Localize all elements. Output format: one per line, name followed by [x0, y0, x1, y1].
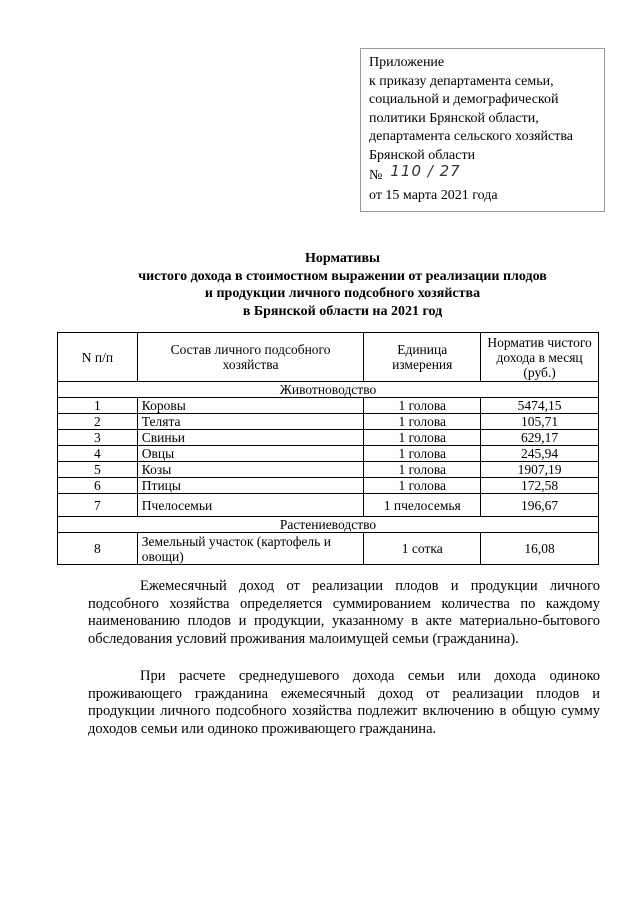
cell-value: 196,67: [481, 494, 599, 517]
cell-name: Земельный участок (картофель и овощи): [137, 533, 364, 565]
appendix-line: социальной и демографической: [369, 92, 559, 107]
table-row: [58, 430, 599, 446]
appendix-block: [360, 48, 605, 212]
header-norm: Норматив чистого дохода в месяц (руб.): [481, 333, 599, 382]
cell-unit: 1 голова: [364, 414, 481, 430]
number-sign: №: [369, 168, 383, 183]
table-row: [58, 398, 599, 414]
cell-value: 629,17: [481, 430, 599, 446]
table-row: [58, 494, 599, 517]
title-line: чистого дохода в стоимостном выражении от реализации плодов: [138, 268, 547, 284]
cell-name: Коровы: [137, 398, 364, 414]
cell-name: Телята: [137, 414, 364, 430]
cell-num: 4: [58, 446, 138, 462]
table-row: [58, 533, 599, 565]
section-row: [58, 517, 599, 533]
section-row: [58, 382, 599, 398]
title-line: Нормативы: [305, 251, 380, 266]
cell-unit: 1 голова: [364, 430, 481, 446]
appendix-line: политики Брянской области,: [369, 110, 539, 126]
cell-name: Козы: [137, 462, 364, 478]
cell-unit: 1 сотка: [364, 533, 481, 565]
paragraph: Ежемесячный доход от реализации плодов и продукции личного подсобного хозяйства определяется суммированием количества по каждому наименованию плодов и продукции, указанному в акте материально-бытового обследования условий проживания малоимущей семьи (гражданина).: [88, 578, 600, 647]
cell-value: 1907,19: [481, 462, 599, 478]
header-composition: Состав личного подсобного хозяйства: [137, 333, 364, 382]
cell-name: Пчелосемьи: [137, 494, 364, 517]
header-num: N п/п: [58, 333, 138, 382]
table-row: [58, 478, 599, 494]
title-line: в Брянской области на 2021 год: [242, 303, 443, 319]
table-header-row: [58, 333, 599, 382]
cell-num: 1: [58, 398, 138, 414]
cell-num: 8: [58, 533, 138, 565]
table-row: [58, 462, 599, 478]
appendix-line: департамента сельского хозяйства: [369, 129, 573, 144]
cell-num: 7: [58, 494, 138, 517]
document-title: [80, 250, 605, 320]
header-unit: Единица измерения: [364, 333, 481, 382]
cell-unit: 1 голова: [364, 446, 481, 462]
cell-name: Свиньи: [137, 430, 364, 446]
cell-value: 245,94: [481, 446, 599, 462]
cell-num: 2: [58, 414, 138, 430]
appendix-line: Брянской области: [369, 147, 476, 163]
cell-unit: 1 пчелосемья: [364, 494, 481, 517]
cell-name: Овцы: [137, 446, 364, 462]
cell-value: 16,08: [481, 533, 599, 565]
cell-unit: 1 голова: [364, 398, 481, 414]
cell-name: Птицы: [137, 478, 364, 494]
order-number: [369, 162, 600, 187]
cell-num: 5: [58, 462, 138, 478]
section-livestock: Животноводство: [58, 382, 599, 398]
appendix-line: Приложение: [369, 55, 445, 70]
cell-unit: 1 голова: [364, 462, 481, 478]
section-crops: Растениеводство: [58, 517, 599, 533]
table-row: [58, 446, 599, 462]
cell-unit: 1 голова: [364, 478, 481, 494]
order-date: от 15 марта 2021 года: [369, 188, 498, 203]
cell-value: 5474,15: [481, 398, 599, 414]
table-row: [58, 414, 599, 430]
cell-value: 172,58: [481, 478, 599, 494]
cell-num: 6: [58, 478, 138, 494]
title-line: и продукции личного подсобного хозяйства: [204, 286, 481, 301]
paragraph: При расчете среднедушевого дохода семьи или дохода одиноко проживающего гражданина ежемесячный доход от реализации плодов и продукции личного подсобного хозяйства подлежит включению в общую сумму доходов семьи или одиноко проживающего гражданина.: [88, 668, 600, 737]
cell-value: 105,71: [481, 414, 599, 430]
appendix-line: к приказу департамента семьи,: [369, 73, 554, 89]
norms-table: [57, 332, 599, 565]
handwritten-number: 110 / 27: [390, 162, 461, 180]
cell-num: 3: [58, 430, 138, 446]
